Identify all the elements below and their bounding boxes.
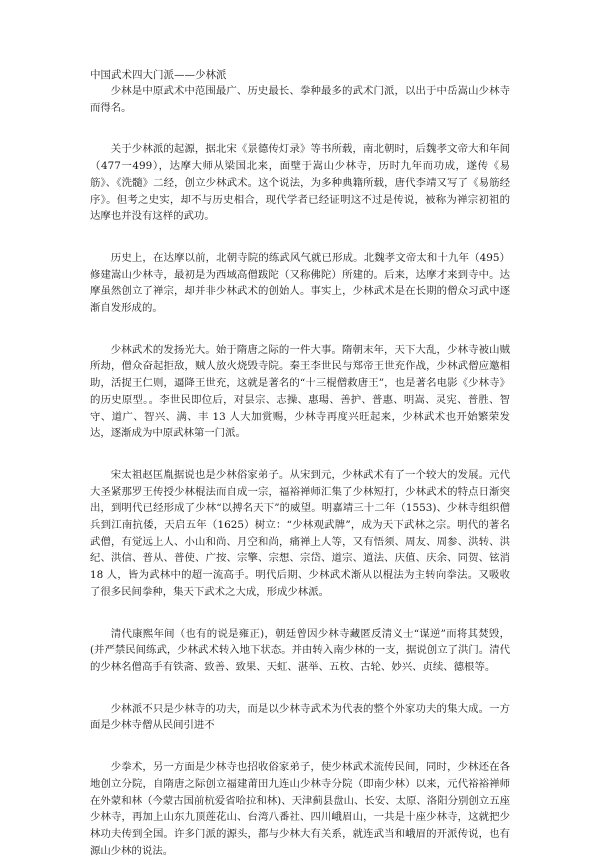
paragraph-8: 少拳术，另一方面是少林寺也招收俗家弟子，使少林武术流传民间，同时，少林还在各地创立分院，自隋唐之际创立福建莆田九连山少林寺分院（即南少林）以来，元代裕裕禅师在外蒙和林（今蒙古国前杭爱省哈拉和林)、天津蓟县盘山、长安、太原、洛阳分别创立五座少林寺，再加上山东九顶莲花山、台湾八番社、四川峨眉山，一共是十座少林寺，这就把少林功夫传到全国。许多门派的源头，都与少林大有关系，就连武当和峨眉的开派传说，也有源山少林的说法。 xyxy=(90,761,510,857)
paragraph-4: 少林武术的发扬光大。始于隋唐之际的一件大事。隋朝末年，天下大乱，少林寺被山贼所劫，僧众奋起拒敌，贼人放火烧毁寺院。秦王李世民与郑帝王世充作战，少林武僧应邀相助，活捉王仁则，逼降王世充，这就是著名的“十三棍僧救唐王”，也是著名电影《少林寺》的历史原型。。李世民即位后，对昙宗、志操、惠瑒、善护、普惠、明嵩、灵宪、普胜、智守、道广、智兴、满、丰 13 人大加赏赐，少林寺再度兴旺起来，少林武术也开始繁荣发达，逐渐成为中原武林第一门派。 xyxy=(90,343,510,440)
paragraph-3: 历史上，在达摩以前，北朝寺院的练武风气就已形成。北魏孝文帝太和十九年（495）修建嵩山少林寺，最初是为西域高僧跋陀（又称佛陀）所建的。后来，达摩才来到寺中。达摩虽然创立了禅宗，却并非少林武术的创始人。事实上，少林武术是在长期的僧众习武中逐渐自发形成的。 xyxy=(90,251,510,315)
paragraph-6: 清代康熙年间（也有的说是雍正)，朝廷曾因少林寺藏匿反清义士“谋逆”而将其焚毁，(并严禁民间练武，少林武术转入地下状态。并由转入南少林的一支，据说创立了洪门。清代的少林名僧高手有铁斋、致善、致果、天虹、湛举、五枚、古轮、妙兴、贞续、德根等。 xyxy=(90,627,510,673)
paragraph-1: 少林是中原武术中范围最广、历史最长、拳种最多的武术门派，以出于中岳嵩山少林寺而得名。 xyxy=(90,85,510,114)
document-title: 中国武术四大门派——少林派 xyxy=(90,69,227,81)
paragraph-7: 少林派不只是少林寺的功夫，而是以少林寺武术为代表的整个外家功夫的集大成。一方面是少林寺僧从民间引进不 xyxy=(90,702,510,732)
paragraph-2: 关于少林派的起源，据北宋《景德传灯录》等书所载，南北朝时，后魏孝文帝大和年间（477一499），达摩大师从梁国北来，面壁于嵩山少林寺，历时九年而功成，遂传《易筋》、《洗髓》二经，创立少林武术。这个说法，为多种典籍所载，唐代李靖又写了《易筋经序》。但考之史实，却不与历史相合，现代学者已经证明这不过是传说，被称为禅宗初祖的达摩也并没有这样的武功。 xyxy=(90,143,510,223)
paragraph-5: 宋太祖赵匡胤据说也是少林俗家弟子。从宋到元，少林武术有了一个较大的发展。元代大圣紧那罗王传授少林棍法而自成一宗，福裕禅师汇集了少林短打，少林武术的特点日渐突出，到明代已经形成了少林“以搏名天下”的威望。明嘉靖三十二年（1553)、少林寺组织僧兵到江南抗倭，天启五年（1625）树立：“少林观武牌”，成为天下武林之宗。明代的著名武僧，有觉远上人、小山和尚、月空和尚，痛禅上人等，又有悟须、周友、周参、洪转、洪纪、洪信、普从、普使、广按、宗擎、宗想、宗岱、道宗、道法、庆值、庆余、同贺、铉消 18 人，皆为武林中的超一流高手。明代后期、少林武术渐从以棍法为主转向拳法。又吸收了很多民间拳种，集天下武术之大成，形成少林派。 xyxy=(90,468,510,598)
